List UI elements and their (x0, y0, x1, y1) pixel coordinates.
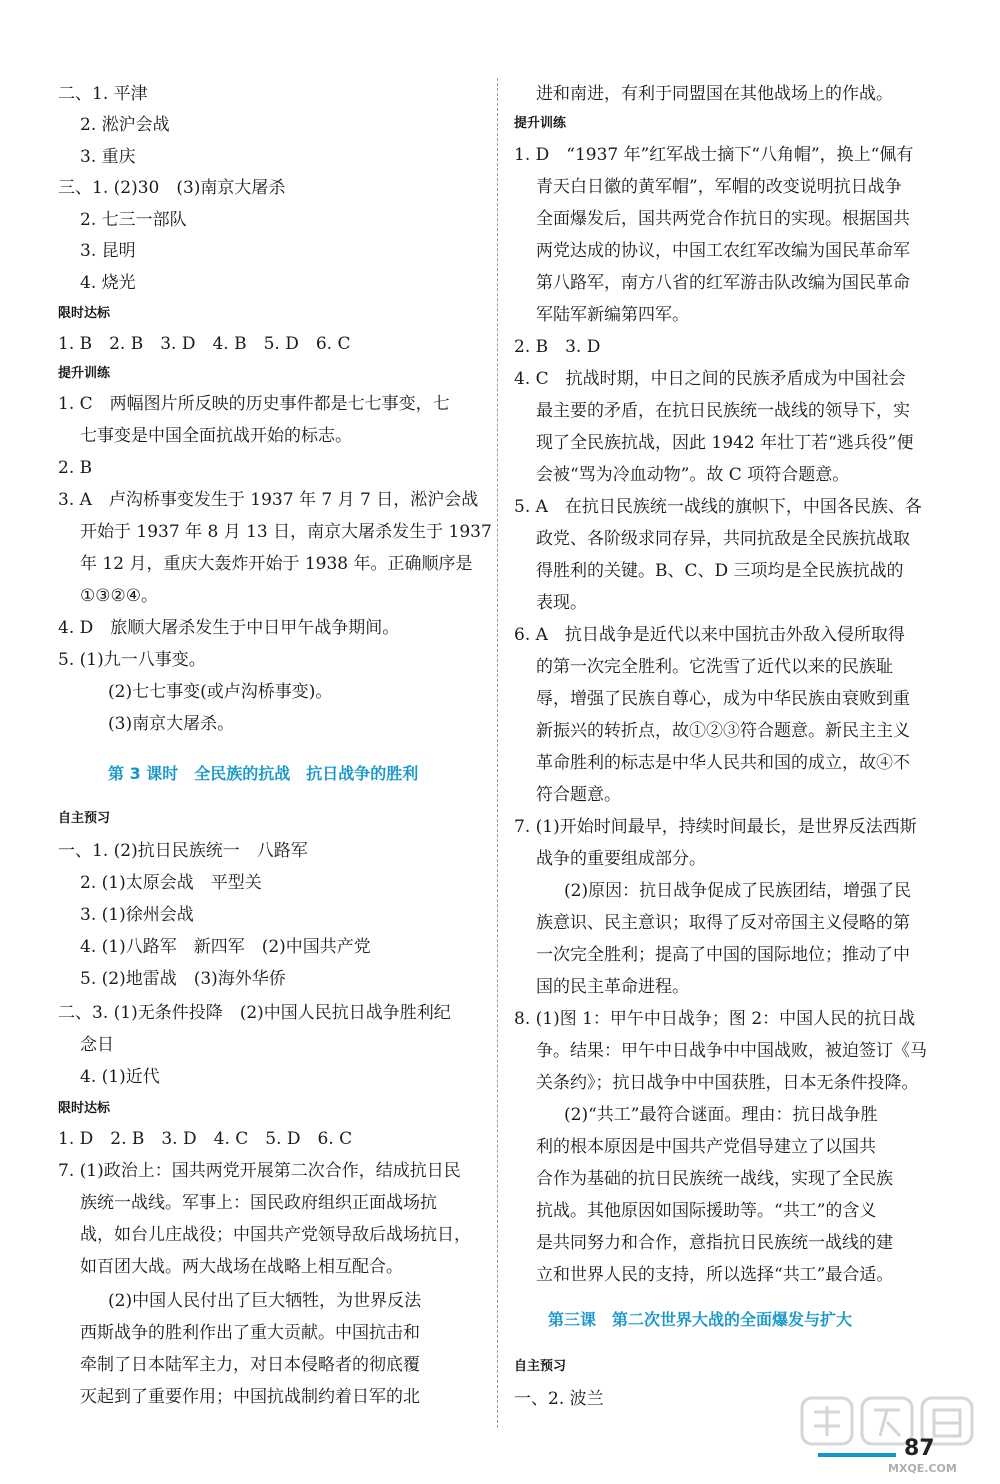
section-heading: 提升训练 (58, 366, 111, 381)
answer-line: 族意识、民主意识；取得了反对帝国主义侵略的第 (536, 913, 910, 933)
answer-line: 一、1. (2)抗日民族统一 八路军 (58, 841, 308, 861)
answer-line: 战争的重要组成部分。 (536, 849, 706, 869)
answer-line: 3. 昆明 (80, 241, 136, 261)
watermark-text: MXQE.COM (888, 1462, 957, 1475)
page-number-bar (818, 1453, 896, 1457)
answer-line: 6. A 抗日战争是近代以来中国抗击外敌入侵所取得 (514, 625, 905, 645)
answer-line: 4. 烧光 (80, 273, 136, 293)
answer-line: 进和南进，有利于同盟国在其他战场上的作战。 (536, 84, 893, 104)
answer-line: 5. (1)九一八事变。 (58, 650, 206, 670)
answer-line: 二、1. 平津 (58, 84, 148, 104)
answer-line: 1. B 2. B 3. D 4. B 5. D 6. C (58, 334, 351, 354)
answer-line: 最主要的矛盾，在抗日民族统一战线的领导下，实 (536, 401, 910, 421)
section-heading: 限时达标 (58, 1101, 111, 1116)
answer-line: 西斯战争的胜利作出了重大贡献。中国抗击和 (80, 1323, 420, 1343)
answer-line: 如百团大战。两大战场在战略上相互配合。 (80, 1257, 403, 1277)
answer-line: 革命胜利的标志是中华人民共和国的成立，故④不 (536, 753, 910, 773)
answer-line: 抗战。其他原因如国际援助等。“共工”的含义 (536, 1201, 877, 1221)
answer-line: (2)“共工”最符合谜面。理由：抗日战争胜 (564, 1105, 878, 1125)
answer-line: ①③②④。 (80, 586, 158, 606)
answer-line: 一次完全胜利；提高了中国的国际地位；推动了中 (536, 945, 910, 965)
answer-line: 七事变是中国全面抗战开始的标志。 (80, 426, 352, 446)
section-heading: 限时达标 (58, 306, 111, 321)
answer-line: 符合题意。 (536, 785, 621, 805)
lesson-title: 第三课 第二次世界大战的全面爆发与扩大 (548, 1310, 853, 1329)
answer-line: 军陆军新编第四军。 (536, 305, 689, 325)
answer-line: 关条约》；抗日战争中中国获胜，日本无条件投降。 (536, 1073, 919, 1093)
answer-line: 念日 (80, 1035, 114, 1055)
answer-line: 两党达成的协议，中国工农红军改编为国民革命军 (536, 241, 910, 261)
answer-line: 的第一次完全胜利。它洗雪了近代以来的民族耻 (536, 657, 893, 677)
answer-line: 4. C 抗战时期，中日之间的民族矛盾成为中国社会 (514, 369, 906, 389)
answer-line: 会被“骂为冷血动物”。故 C 项符合题意。 (536, 465, 850, 485)
answer-line: 3. (1)徐州会战 (80, 905, 194, 925)
answer-line: 年 12 月，重庆大轰炸开始于 1938 年。正确顺序是 (80, 554, 473, 574)
answer-line: 战，如台儿庄战役；中国共产党领导敌后战场抗日， (80, 1225, 471, 1245)
answer-line: 2. B 3. D (514, 337, 601, 357)
answer-line: 牵制了日本陆军主力，对日本侵略者的彻底覆 (80, 1355, 420, 1375)
answer-line: 7. (1)政治上：国共两党开展第二次合作，结成抗日民 (58, 1161, 461, 1181)
answer-line: (3)南京大屠杀。 (108, 714, 235, 734)
answer-line: 合作为基础的抗日民族统一战线，实现了全民族 (536, 1169, 893, 1189)
answer-line: 一、2. 波兰 (514, 1389, 604, 1409)
answer-line: 青天白日徽的黄军帽”，军帽的改变说明抗日战争 (536, 177, 902, 197)
page-number: 87 (904, 1436, 935, 1461)
answer-line: 4. (1)近代 (80, 1067, 160, 1087)
answer-line: 现了全民族抗战，因此 1942 年壮丁若“逃兵役”便 (536, 433, 914, 453)
lesson-title: 第 3 课时 全民族的抗战 抗日战争的胜利 (108, 764, 419, 783)
answer-line: 2. 淞沪会战 (80, 115, 170, 135)
answer-line: (2)中国人民付出了巨大牺牲，为世界反法 (108, 1291, 422, 1311)
answer-line: 5. (2)地雷战 (3)海外华侨 (80, 969, 286, 989)
answer-line: 二、3. (1)无条件投降 (2)中国人民抗日战争胜利纪 (58, 1003, 451, 1023)
answer-line: 5. A 在抗日民族统一战线的旗帜下，中国各民族、各 (514, 497, 922, 517)
answer-line: (2)七七事变(或卢沟桥事变)。 (108, 682, 333, 702)
answer-line: 得胜利的关键。B、C、D 三项均是全民族抗战的 (536, 561, 904, 581)
answer-line: 2. 七三一部队 (80, 210, 187, 230)
answer-line: 2. (1)太原会战 平型关 (80, 873, 262, 893)
answer-line: 3. 重庆 (80, 147, 136, 167)
answer-line: 1. D 2. B 3. D 4. C 5. D 6. C (58, 1129, 353, 1149)
answer-line: 立和世界人民的支持，所以选择“共工”最合适。 (536, 1265, 894, 1285)
answer-line: 灭起到了重要作用；中国抗战制约着日军的北 (80, 1387, 420, 1407)
answer-line: 是共同努力和合作，意指抗日民族统一战线的建 (536, 1233, 893, 1253)
answer-line: 表现。 (536, 593, 587, 613)
answer-line: 族统一战线。军事上：国民政府组织正面战场抗 (80, 1193, 437, 1213)
watermark-logo-icon (800, 1392, 976, 1450)
answer-line: 政党、各阶级求同存异，共同抗敌是全民族抗战取 (536, 529, 910, 549)
answer-line: 4. (1)八路军 新四军 (2)中国共产党 (80, 937, 371, 957)
answer-line: 辱，增强了民族自尊心，成为中华民族由衰败到重 (536, 689, 910, 709)
section-heading: 自主预习 (514, 1359, 567, 1374)
answer-line: 三、1. (2)30 (3)南京大屠杀 (58, 178, 286, 198)
answer-line: 争。结果：甲午中日战争中中国战败，被迫签订《马 (536, 1041, 927, 1061)
section-heading: 提升训练 (514, 116, 567, 131)
answer-line: 国的民主革命进程。 (536, 977, 689, 997)
answer-line: (2)原因：抗日战争促成了民族团结，增强了民 (564, 881, 912, 901)
answer-line: 2. B (58, 458, 93, 478)
answer-line: 利的根本原因是中国共产党倡导建立了以国共 (536, 1137, 876, 1157)
answer-line: 全面爆发后，国共两党合作抗日的实现。根据国共 (536, 209, 910, 229)
answer-line: 新振兴的转折点，故①②③符合题意。新民主主义 (536, 721, 910, 741)
answer-line: 1. C 两幅图片所反映的历史事件都是七七事变，七 (58, 394, 450, 414)
section-heading: 自主预习 (58, 811, 111, 826)
answer-line: 第八路军，南方八省的红军游击队改编为国民革命 (536, 273, 910, 293)
answer-line: 1. D “1937 年”红军战士摘下“八角帽”，换上“佩有 (514, 145, 914, 165)
answer-line: 开始于 1937 年 8 月 13 日，南京大屠杀发生于 1937 (80, 522, 492, 542)
answer-line: 7. (1)开始时间最早，持续时间最长，是世界反法西斯 (514, 817, 917, 837)
answer-line: 8. (1)图 1：甲午中日战争；图 2：中国人民的抗日战 (514, 1009, 916, 1029)
answer-line: 3. A 卢沟桥事变发生于 1937 年 7 月 7 日，淞沪会战 (58, 490, 479, 510)
answer-line: 4. D 旅顺大屠杀发生于中日甲午战争期间。 (58, 618, 400, 638)
column-divider (497, 78, 498, 1428)
